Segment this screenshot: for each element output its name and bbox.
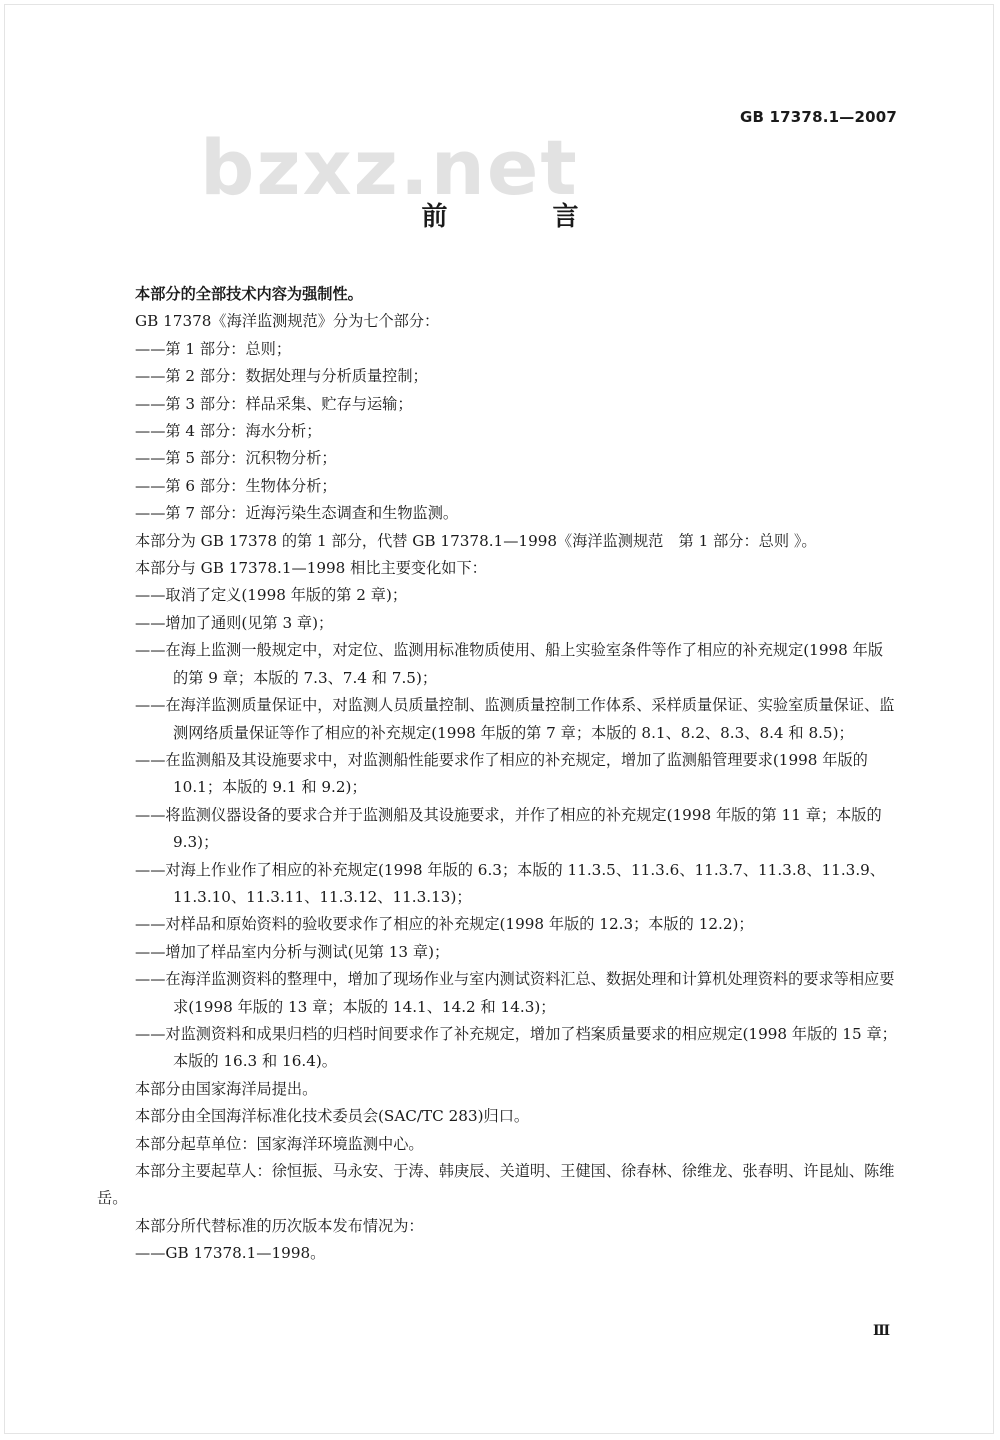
page-title: 前 言 [421, 202, 627, 232]
list-item: ——在监测船及其设施要求中，对监测船性能要求作了相应的补充规定，增加了监测船管理要求(1998 年版的 10.1；本版的 9.1 和 9.2)； [135, 750, 868, 797]
list-item: ——对海上作业作了相应的补充规定(1998 年版的 6.3；本版的 11.3.5、11.3.6、11.3.7、11.3.8、11.3.9、11.3.10、11.3.11、11.3.12、11.3.13)； [135, 860, 885, 906]
paragraph: 本部分起草单位：国家海洋环境监测中心。 [135, 1134, 424, 1153]
list-item: ——第 7 部分：近海污染生态调查和生物监测。 [135, 504, 459, 523]
paragraph: 本部分所代替标准的历次版本发布情况为： [135, 1216, 424, 1235]
list-item: ——增加了通则(见第 3 章)； [135, 613, 334, 632]
paragraph: 本部分主要起草人：徐恒振、马永安、于涛、韩庚辰、关道明、王健国、徐春林、徐维龙、张春明、许昆灿、陈维岳。 [97, 1162, 895, 1208]
paragraph: 本部分为 GB 17378 的第 1 部分，代替 GB 17378.1—1998《海洋监测规范 第 1 部分：总则 》。 [135, 531, 817, 550]
list-item: ——GB 17378.1—1998。 [135, 1244, 326, 1263]
list-item: ——在海洋监测资料的整理中，增加了现场作业与室内测试资料汇总、数据处理和计算机处理资料的要求等相应要求(1998 年版的 13 章；本版的 14.1、14.2 和 14.3)； [135, 970, 895, 1016]
list-item: ——第 5 部分：沉积物分析； [135, 449, 337, 468]
list-item: ——对监测资料和成果归档的归档时间要求作了补充规定，增加了档案质量要求的相应规定(1998 年版的 15 章；本版的 16.3 和 16.4)。 [135, 1024, 897, 1071]
list-item: ——增加了样品室内分析与测试(见第 13 章)； [135, 942, 450, 961]
watermark-text: bzxz.net [200, 123, 579, 212]
list-item: ——在海洋监测质量保证中，对监测人员质量控制、监测质量控制工作体系、采样质量保证、实验室质量保证、监测网络质量保证等作了相应的补充规定(1998 年版的第 7 章；本版的 8.1、8.2、8.3、8.4 和 8.5)； [135, 696, 895, 742]
paragraph: 本部分由国家海洋局提出。 [135, 1079, 318, 1098]
list-item: ——第 3 部分：样品采集、贮存与运输； [135, 394, 413, 413]
list-item: ——第 2 部分：数据处理与分析质量控制； [135, 367, 428, 386]
document-body [97, 281, 897, 1268]
list-item: ——第 4 部分：海水分析； [135, 422, 322, 441]
paragraph: 本部分的全部技术内容为强制性。 [135, 285, 363, 303]
list-item: ——取消了定义(1998 年版的第 2 章)； [135, 586, 408, 605]
list-item: ——第 6 部分：生物体分析； [135, 476, 337, 495]
paragraph: 本部分与 GB 17378.1—1998 相比主要变化如下： [135, 559, 487, 578]
list-item: ——将监测仪器设备的要求合并于监测船及其设施要求，并作了相应的补充规定(1998 年版的第 11 章；本版的 9.3)； [135, 805, 882, 852]
list-item: ——对样品和原始资料的验收要求作了相应的补充规定(1998 年版的 12.3；本版的 12.2)； [135, 915, 754, 934]
paragraph: GB 17378《海洋监测规范》分为七个部分： [135, 312, 440, 331]
page-number: Ⅲ [872, 1323, 890, 1339]
paragraph: 本部分由全国海洋标准化技术委员会(SAC/TC 283)归口。 [135, 1107, 530, 1126]
list-item: ——第 1 部分：总则； [135, 339, 292, 358]
list-item: ——在海上监测一般规定中，对定位、监测用标准物质使用、船上实验室条件等作了相应的补充规定(1998 年版的第 9 章；本版的 7.3、7.4 和 7.5)； [135, 641, 884, 687]
standard-code: GB 17378.1—2007 [739, 108, 897, 126]
